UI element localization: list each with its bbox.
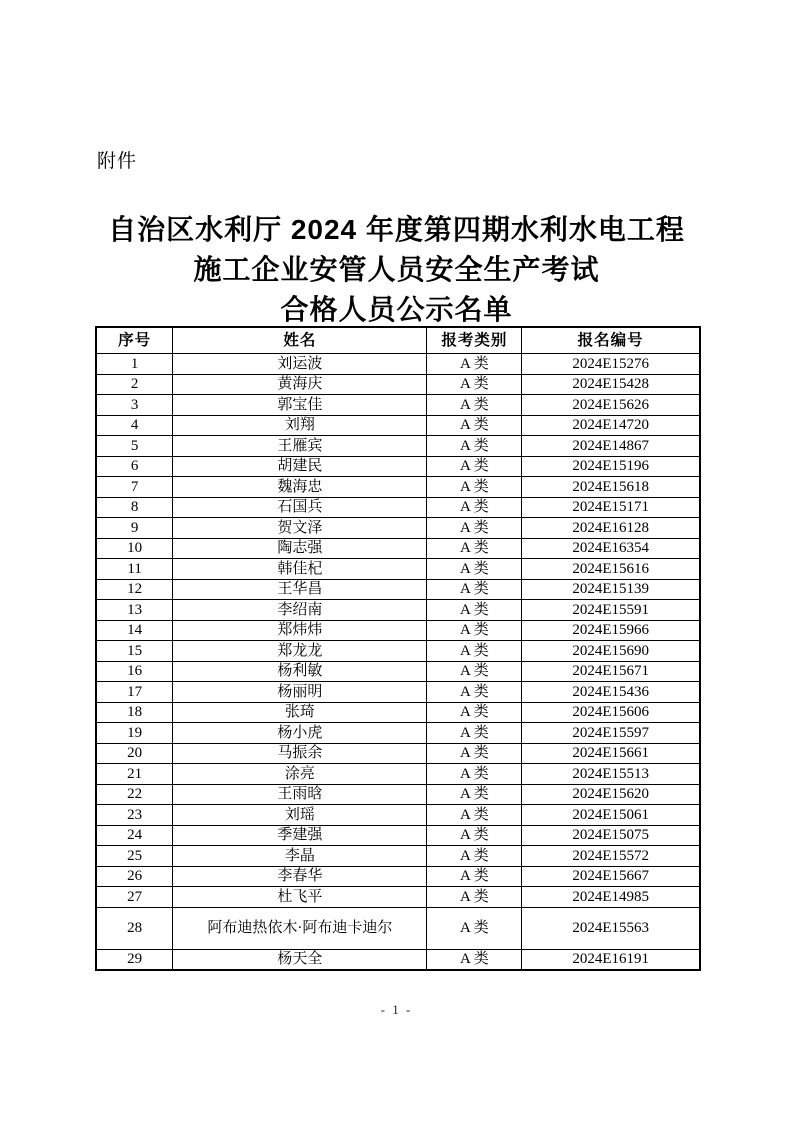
cell-regno: 2024E16128 (522, 518, 700, 539)
table-row (96, 784, 700, 805)
cell-regno: 2024E16354 (522, 538, 700, 559)
cell-index: 12 (96, 579, 173, 600)
cell-name: 杨利敏 (173, 661, 427, 682)
cell-index: 17 (96, 682, 173, 703)
cell-index: 28 (96, 907, 173, 949)
table-row (96, 764, 700, 785)
cell-regno: 2024E15436 (522, 682, 700, 703)
cell-index: 13 (96, 600, 173, 621)
table-row (96, 456, 700, 477)
cell-name: 胡建民 (173, 456, 427, 477)
cell-regno: 2024E15563 (522, 907, 700, 949)
cell-regno: 2024E15572 (522, 846, 700, 867)
cell-regno: 2024E15620 (522, 784, 700, 805)
cell-regno: 2024E15626 (522, 395, 700, 416)
cell-index: 29 (96, 949, 173, 970)
cell-regno: 2024E15139 (522, 579, 700, 600)
cell-name: 郑龙龙 (173, 641, 427, 662)
table-row (96, 641, 700, 662)
table-row (96, 682, 700, 703)
table-row (96, 723, 700, 744)
cell-category: A 类 (427, 702, 522, 723)
table-row (96, 887, 700, 908)
cell-regno: 2024E16191 (522, 949, 700, 970)
table-row (96, 825, 700, 846)
cell-index: 24 (96, 825, 173, 846)
cell-category: A 类 (427, 559, 522, 580)
table-row (96, 374, 700, 395)
header-name: 姓名 (173, 327, 427, 354)
cell-regno: 2024E14867 (522, 436, 700, 457)
cell-name: 杨天全 (173, 949, 427, 970)
cell-category: A 类 (427, 661, 522, 682)
cell-category: A 类 (427, 538, 522, 559)
cell-regno: 2024E14985 (522, 887, 700, 908)
cell-name: 李春华 (173, 866, 427, 887)
roster-table (95, 326, 701, 971)
cell-index: 16 (96, 661, 173, 682)
document-title-line-2: 施工企业安管人员安全生产考试 (193, 254, 600, 285)
cell-name: 张琦 (173, 702, 427, 723)
cell-name: 杨丽明 (173, 682, 427, 703)
cell-regno: 2024E15966 (522, 620, 700, 641)
cell-name: 黄海庆 (173, 374, 427, 395)
cell-index: 6 (96, 456, 173, 477)
cell-name: 阿布迪热依木·阿布迪卡迪尔 (173, 907, 427, 949)
cell-name: 王雨晗 (173, 784, 427, 805)
table-row (96, 559, 700, 580)
table-row (96, 354, 700, 375)
cell-category: A 类 (427, 784, 522, 805)
table-row (96, 743, 700, 764)
table-row (96, 600, 700, 621)
cell-regno: 2024E15606 (522, 702, 700, 723)
table-row (96, 538, 700, 559)
cell-name: 韩佳杞 (173, 559, 427, 580)
roster-table-container (95, 326, 701, 971)
cell-category: A 类 (427, 846, 522, 867)
cell-regno: 2024E15667 (522, 866, 700, 887)
cell-index: 25 (96, 846, 173, 867)
cell-index: 23 (96, 805, 173, 826)
table-row (96, 907, 700, 949)
document-title (0, 210, 793, 330)
header-regno: 报名编号 (522, 327, 700, 354)
cell-category: A 类 (427, 764, 522, 785)
cell-index: 11 (96, 559, 173, 580)
cell-regno: 2024E15618 (522, 477, 700, 498)
table-row (96, 395, 700, 416)
cell-category: A 类 (427, 743, 522, 764)
table-row (96, 518, 700, 539)
cell-category: A 类 (427, 415, 522, 436)
cell-regno: 2024E15428 (522, 374, 700, 395)
table-row (96, 805, 700, 826)
cell-category: A 类 (427, 723, 522, 744)
cell-category: A 类 (427, 477, 522, 498)
cell-name: 杨小虎 (173, 723, 427, 744)
cell-name: 陶志强 (173, 538, 427, 559)
cell-name: 王华昌 (173, 579, 427, 600)
cell-index: 18 (96, 702, 173, 723)
cell-name: 刘瑶 (173, 805, 427, 826)
table-row (96, 497, 700, 518)
cell-name: 杜飞平 (173, 887, 427, 908)
header-index: 序号 (96, 327, 173, 354)
cell-index: 19 (96, 723, 173, 744)
cell-index: 2 (96, 374, 173, 395)
cell-category: A 类 (427, 518, 522, 539)
cell-regno: 2024E15171 (522, 497, 700, 518)
cell-index: 15 (96, 641, 173, 662)
cell-name: 马振余 (173, 743, 427, 764)
cell-regno: 2024E15690 (522, 641, 700, 662)
cell-category: A 类 (427, 456, 522, 477)
cell-regno: 2024E14720 (522, 415, 700, 436)
cell-name: 刘运波 (173, 354, 427, 375)
cell-regno: 2024E15061 (522, 805, 700, 826)
cell-name: 季建强 (173, 825, 427, 846)
cell-name: 魏海忠 (173, 477, 427, 498)
cell-index: 26 (96, 866, 173, 887)
cell-index: 20 (96, 743, 173, 764)
cell-index: 14 (96, 620, 173, 641)
attachment-label: 附件 (97, 151, 138, 172)
cell-name: 王雁宾 (173, 436, 427, 457)
cell-category: A 类 (427, 949, 522, 970)
table-row (96, 436, 700, 457)
cell-category: A 类 (427, 641, 522, 662)
cell-name: 李绍南 (173, 600, 427, 621)
cell-category: A 类 (427, 497, 522, 518)
cell-category: A 类 (427, 600, 522, 621)
cell-index: 7 (96, 477, 173, 498)
table-row (96, 949, 700, 970)
cell-regno: 2024E15661 (522, 743, 700, 764)
table-row (96, 661, 700, 682)
cell-category: A 类 (427, 395, 522, 416)
cell-regno: 2024E15196 (522, 456, 700, 477)
cell-index: 22 (96, 784, 173, 805)
cell-regno: 2024E15591 (522, 600, 700, 621)
cell-category: A 类 (427, 374, 522, 395)
cell-index: 8 (96, 497, 173, 518)
cell-category: A 类 (427, 825, 522, 846)
cell-category: A 类 (427, 805, 522, 826)
cell-name: 郭宝佳 (173, 395, 427, 416)
cell-regno: 2024E15616 (522, 559, 700, 580)
cell-regno: 2024E15597 (522, 723, 700, 744)
cell-name: 郑炜炜 (173, 620, 427, 641)
cell-name: 李晶 (173, 846, 427, 867)
cell-index: 21 (96, 764, 173, 785)
cell-name: 石国兵 (173, 497, 427, 518)
cell-category: A 类 (427, 682, 522, 703)
cell-category: A 类 (427, 620, 522, 641)
table-body (96, 354, 700, 970)
page-number: - 1 - (380, 1002, 413, 1017)
cell-index: 1 (96, 354, 173, 375)
cell-category: A 类 (427, 579, 522, 600)
cell-index: 5 (96, 436, 173, 457)
document-title-line-3: 合格人员公示名单 (280, 294, 513, 325)
cell-category: A 类 (427, 354, 522, 375)
table-row (96, 866, 700, 887)
cell-regno: 2024E15276 (522, 354, 700, 375)
table-row (96, 477, 700, 498)
table-row (96, 415, 700, 436)
table-row (96, 702, 700, 723)
cell-regno: 2024E15075 (522, 825, 700, 846)
cell-category: A 类 (427, 907, 522, 949)
document-title-line-1: 自治区水利厅 2024 年度第四期水利水电工程 (108, 214, 685, 245)
cell-index: 9 (96, 518, 173, 539)
cell-name: 刘翔 (173, 415, 427, 436)
cell-index: 4 (96, 415, 173, 436)
table-header-row (96, 327, 700, 354)
header-category: 报考类别 (427, 327, 522, 354)
cell-category: A 类 (427, 866, 522, 887)
cell-index: 27 (96, 887, 173, 908)
cell-index: 10 (96, 538, 173, 559)
table-row (96, 579, 700, 600)
cell-index: 3 (96, 395, 173, 416)
cell-regno: 2024E15513 (522, 764, 700, 785)
cell-name: 贺文泽 (173, 518, 427, 539)
cell-category: A 类 (427, 887, 522, 908)
cell-name: 涂亮 (173, 764, 427, 785)
table-row (96, 620, 700, 641)
table-row (96, 846, 700, 867)
cell-regno: 2024E15671 (522, 661, 700, 682)
cell-category: A 类 (427, 436, 522, 457)
